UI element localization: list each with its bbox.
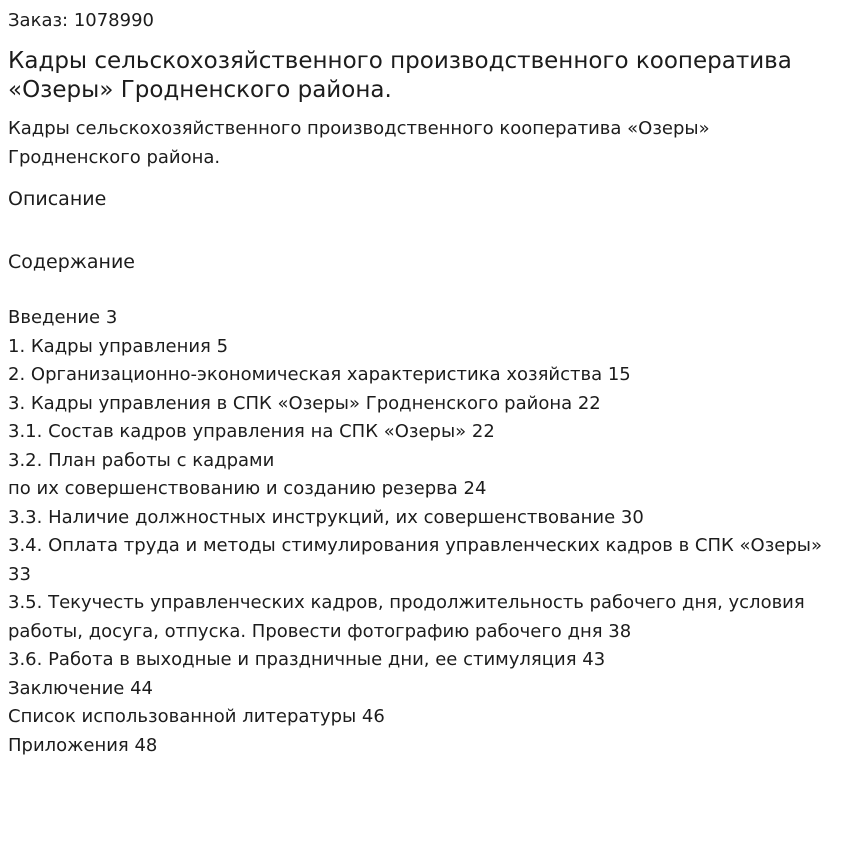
toc-item: 3.2. План работы с кадрами [8, 449, 275, 471]
page-subtitle: Кадры сельскохозяйственного производственного кооператива «Озеры» Гродненского района. [8, 118, 710, 168]
toc-item: 3.4. Оплата труда и методы стимулирования управленческих кадров в СПК «Озеры» 33 [8, 535, 823, 585]
table-of-contents [8, 304, 838, 760]
toc-item: 3.5. Текучесть управленческих кадров, продолжительность рабочего дня, условия работы, досуга, отпуска. Провести фотографию рабочего дня 38 [8, 592, 805, 642]
contents-heading: Содержание [8, 251, 135, 273]
description-heading: Описание [8, 188, 107, 210]
toc-item: 3. Кадры управления в СПК «Озеры» Гродненского района 22 [8, 392, 601, 414]
toc-item: Введение 3 [8, 307, 118, 328]
toc-item: Приложения 48 [8, 734, 158, 756]
toc-item: 3.1. Состав кадров управления на СПК «Озеры» 22 [8, 421, 495, 442]
toc-item: 3.3. Наличие должностных инструкций, их совершенствование 30 [8, 506, 644, 528]
toc-item: 2. Организационно-экономическая характеристика хозяйства 15 [8, 364, 631, 385]
toc-item: Заключение 44 [8, 677, 153, 699]
toc-item: 3.6. Работа в выходные и праздничные дни, ее стимуляция 43 [8, 649, 606, 670]
order-number: Заказ: 1078990 [8, 10, 154, 31]
toc-item: Список использованной литературы 46 [8, 706, 385, 727]
page-title: Кадры сельскохозяйственного производственного кооператива «Озеры» Гродненского района. [8, 48, 792, 103]
toc-item: 1. Кадры управления 5 [8, 335, 229, 357]
toc-item: по их совершенствованию и созданию резерва 24 [8, 478, 487, 499]
